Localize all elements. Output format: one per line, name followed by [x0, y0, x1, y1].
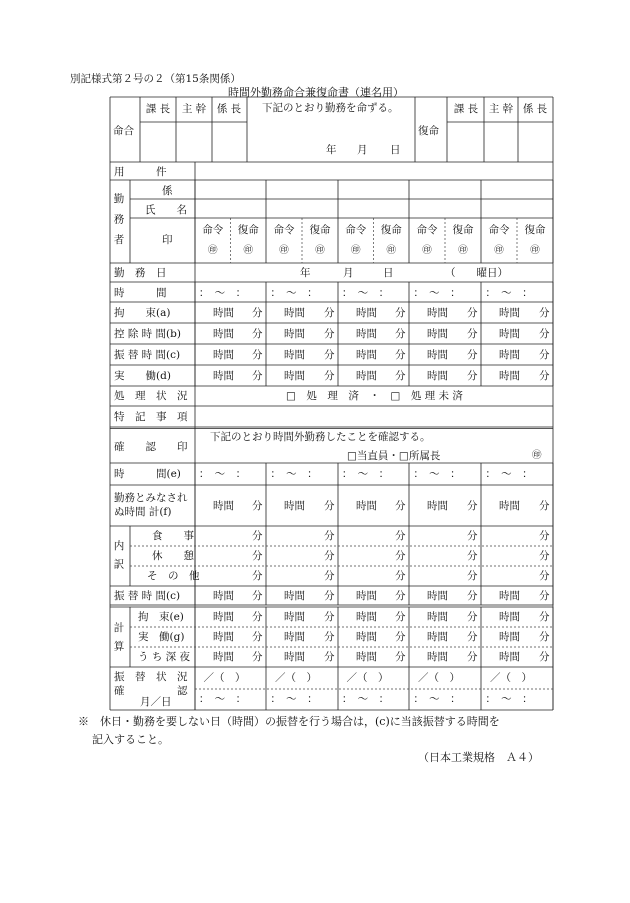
confirm-who: □当直員・□所属長: [347, 450, 441, 462]
calc-label: 計算: [112, 622, 125, 659]
order-instruction: 下記のとおり勤務を命ずる。: [262, 102, 399, 114]
time-range-0-4: ： ～ ：: [485, 287, 533, 299]
calc-min-0-3: 分: [467, 611, 478, 623]
calc-min-0-1: 分: [324, 611, 335, 623]
worker-report-2: 復命: [380, 224, 402, 236]
sub-min-3: 分: [467, 590, 478, 602]
confirm-range-3: ： ～ ：: [413, 468, 461, 480]
work-date-year: 年: [300, 267, 311, 279]
minutes-3-3: 分: [467, 349, 478, 361]
minutes-1-0: 分: [252, 307, 263, 319]
hours-4-2: 時間: [356, 370, 377, 382]
minutes-3-4: 分: [539, 349, 550, 361]
confirm-range-0: ： ～ ：: [198, 468, 247, 480]
slash-4: ／（ ）: [490, 672, 532, 684]
sub-status-label-1: 振 替 状 況: [114, 671, 188, 683]
nw-min-0: 分: [252, 500, 263, 512]
sub-hours-2: 時間: [356, 590, 377, 602]
hours-3-3: 時間: [427, 349, 448, 361]
nw-min-1: 分: [324, 500, 335, 512]
calc-night-label: う ち 深 夜: [138, 651, 191, 663]
footer-note-2: 記入すること。: [92, 733, 169, 746]
minutes-2-0: 分: [252, 328, 263, 340]
worker-order-3: 命令: [416, 224, 438, 236]
calc-min-2-4: 分: [539, 651, 550, 663]
time-range-0-3: ： ～ ：: [413, 287, 461, 299]
other-label: そ の 他: [147, 570, 200, 582]
status-value: □ 処 理 済 ・ □ 処 理 未 済: [286, 390, 463, 402]
confirm-seal-label: 確 認 印: [114, 441, 188, 453]
calc-actual-label: 実 働(g): [138, 631, 185, 643]
confirm-text: 下記のとおり時間外勤務したことを確認する。: [210, 431, 431, 443]
order-role-1: 主 幹: [181, 103, 207, 115]
remarks-label: 特 記 事 項: [114, 411, 188, 423]
calc-hours-0-3: 時間: [427, 611, 448, 623]
slash-1: ／（ ）: [275, 672, 317, 684]
hours-2-2: 時間: [356, 328, 377, 340]
worker-report-seal-2: ㊞: [386, 245, 396, 256]
rest-label: 休 憩: [152, 550, 194, 562]
minutes-2-4: 分: [539, 328, 550, 340]
confirm-seal-mark: ㊞: [532, 450, 542, 461]
minutes-1-3: 分: [467, 307, 478, 319]
hours-1-0: 時間: [213, 307, 234, 319]
calc-min-2-3: 分: [467, 651, 478, 663]
sub-min-2: 分: [395, 590, 406, 602]
bd-min-0-4: 分: [539, 530, 550, 542]
worker-report-4: 復命: [524, 224, 546, 236]
sub-range-3: ： ～ ：: [413, 693, 461, 705]
worker-report-0: 復命: [237, 224, 259, 236]
bd-min-0-3: 分: [467, 530, 478, 542]
confirm-time-label: 時 間(e): [114, 468, 181, 480]
nw-min-3: 分: [467, 500, 478, 512]
sub-min-0: 分: [252, 590, 263, 602]
row-label-0: 時 間: [114, 287, 167, 299]
footer-note-1: ※ 休日・勤務を要しない日（時間）の振替を行う場合は，(c)に当該振替する時間を: [78, 715, 500, 728]
work-date-month: 月: [343, 267, 354, 279]
sub-min-1: 分: [324, 590, 335, 602]
report-role-1: 主 幹: [488, 103, 514, 115]
calc-hours-0-4: 時間: [499, 611, 520, 623]
meal-label: 食 事: [152, 530, 194, 542]
hours-2-0: 時間: [213, 328, 234, 340]
sub-hours-1: 時間: [284, 590, 305, 602]
worker-report-1: 復命: [309, 224, 331, 236]
calc-min-1-2: 分: [395, 631, 406, 643]
nw-min-4: 分: [539, 500, 550, 512]
calc-min-2-1: 分: [324, 651, 335, 663]
sub-range-0: ： ～ ：: [198, 693, 247, 705]
worker-report-seal-0: ㊞: [243, 245, 253, 256]
minutes-3-2: 分: [395, 349, 406, 361]
not-work-label-2: ぬ時間 計(f): [114, 506, 172, 518]
time-range-0-0: ： ～ ：: [198, 287, 247, 299]
worker-order-4: 命令: [488, 224, 510, 236]
hours-3-2: 時間: [356, 349, 377, 361]
hours-3-1: 時間: [284, 349, 305, 361]
hours-1-2: 時間: [356, 307, 377, 319]
slash-2: ／（ ）: [346, 672, 389, 684]
row-label-3: 振 替 時 間(c): [114, 349, 181, 361]
bd-min-2-4: 分: [539, 570, 550, 582]
bd-min-0-2: 分: [395, 530, 406, 542]
report-role-0: 課 長: [453, 103, 479, 115]
bd-min-2-2: 分: [395, 570, 406, 582]
worker-order-seal-2: ㊞: [350, 245, 361, 256]
calc-hours-0-2: 時間: [356, 611, 377, 623]
hours-4-0: 時間: [213, 370, 234, 382]
seal-label: 印: [162, 234, 173, 246]
form-title: 時間外勤務命合兼復命書（連名用）: [228, 86, 404, 99]
nw-hours-4: 時間: [499, 500, 520, 512]
minutes-4-4: 分: [539, 370, 550, 382]
minutes-1-4: 分: [539, 307, 550, 319]
calc-min-0-4: 分: [539, 611, 550, 623]
worker-order-seal-0: ㊞: [207, 245, 218, 256]
confirm-range-4: ： ～ ：: [485, 468, 533, 480]
hours-1-4: 時間: [499, 307, 520, 319]
name-label: 氏 名: [145, 204, 187, 216]
time-range-0-2: ： ～ ：: [341, 287, 390, 299]
bd-min-1-2: 分: [395, 550, 406, 562]
calc-hours-1-4: 時間: [499, 631, 520, 643]
minutes-2-3: 分: [467, 328, 478, 340]
month-day-label: 月／日: [140, 696, 172, 708]
calc-min-2-0: 分: [252, 651, 263, 663]
hours-1-3: 時間: [427, 307, 448, 319]
confirm-range-1: ： ～ ：: [270, 468, 318, 480]
report-role-2: 係 長: [522, 103, 548, 115]
calc-hours-1-2: 時間: [356, 631, 377, 643]
confirm-sub-label: 振 替 時 間(c): [114, 590, 181, 602]
calc-hours-2-2: 時間: [356, 651, 377, 663]
calc-min-1-4: 分: [539, 631, 550, 643]
minutes-4-1: 分: [324, 370, 335, 382]
sub-hours-0: 時間: [213, 590, 234, 602]
calc-hours-1-3: 時間: [427, 631, 448, 643]
sub-range-1: ： ～ ：: [270, 693, 318, 705]
work-date-label: 勤 務 日: [114, 267, 167, 279]
hours-4-4: 時間: [499, 370, 520, 382]
calc-min-0-2: 分: [395, 611, 406, 623]
minutes-1-2: 分: [395, 307, 406, 319]
worker-order-seal-4: ㊞: [494, 245, 504, 256]
status-label: 処 理 状 況: [114, 390, 188, 402]
minutes-4-2: 分: [395, 370, 406, 382]
worker-order-2: 命令: [345, 224, 367, 236]
hours-3-0: 時間: [213, 349, 234, 361]
sub-range-2: ： ～ ：: [341, 693, 390, 705]
hours-2-1: 時間: [284, 328, 305, 340]
worker-report-3: 復命: [452, 224, 474, 236]
minutes-4-0: 分: [252, 370, 263, 382]
calc-hours-2-1: 時間: [284, 651, 305, 663]
calc-hours-2-0: 時間: [213, 651, 234, 663]
row-label-4: 実 働(d): [114, 370, 171, 382]
worker-report-seal-1: ㊞: [315, 245, 325, 256]
breakdown-label: 内訳: [112, 540, 125, 577]
footer-standard: （日本工業規格 Ａ４）: [418, 751, 539, 764]
nw-hours-3: 時間: [427, 500, 448, 512]
bd-min-0-1: 分: [324, 530, 335, 542]
bd-min-1-3: 分: [467, 550, 478, 562]
calc-min-1-0: 分: [252, 631, 263, 643]
hours-3-4: 時間: [499, 349, 520, 361]
bd-min-2-3: 分: [467, 570, 478, 582]
worker-report-seal-3: ㊞: [458, 245, 468, 256]
slash-0: ／（ ）: [203, 672, 246, 684]
time-range-0-1: ： ～ ：: [270, 287, 318, 299]
sub-status-label-2: 確 認: [114, 685, 188, 697]
work-date-weekday: （ 曜日）: [445, 267, 508, 279]
bd-min-0-0: 分: [252, 530, 263, 542]
calc-hours-0-1: 時間: [284, 611, 305, 623]
order-date-year: 年: [326, 144, 337, 156]
confirm-range-2: ： ～ ：: [341, 468, 390, 480]
nw-hours-2: 時間: [356, 500, 377, 512]
minutes-3-0: 分: [252, 349, 263, 361]
order-label: 命合: [113, 125, 134, 137]
order-role-0: 課 長: [145, 103, 171, 115]
worker-order-seal-3: ㊞: [422, 245, 432, 256]
hours-4-3: 時間: [427, 370, 448, 382]
calc-hours-2-4: 時間: [499, 651, 520, 663]
calc-min-2-2: 分: [395, 651, 406, 663]
hours-2-3: 時間: [427, 328, 448, 340]
purpose-label: 用 件: [114, 166, 167, 178]
bd-min-1-4: 分: [539, 550, 550, 562]
minutes-3-1: 分: [324, 349, 335, 361]
worker-order-0: 命令: [202, 224, 224, 236]
sub-hours-4: 時間: [499, 590, 520, 602]
workers-label: 勤務者: [112, 193, 125, 255]
bd-min-2-0: 分: [252, 570, 263, 582]
calc-restraint-label: 拘 束(e): [138, 611, 184, 623]
worker-order-seal-1: ㊞: [279, 245, 289, 256]
hours-1-1: 時間: [284, 307, 305, 319]
calc-hours-0-0: 時間: [213, 611, 234, 623]
calc-hours-2-3: 時間: [427, 651, 448, 663]
sub-hours-3: 時間: [427, 590, 448, 602]
minutes-4-3: 分: [467, 370, 478, 382]
form-number: 別記様式第２号の２（第15条関係）: [70, 73, 241, 85]
bd-min-1-0: 分: [252, 550, 263, 562]
work-date-day: 日: [383, 267, 394, 279]
worker-report-seal-4: ㊞: [530, 245, 540, 256]
not-work-label-1: 勤務とみなされ: [114, 492, 188, 504]
bd-min-2-1: 分: [324, 570, 335, 582]
row-label-1: 拘 束(a): [114, 307, 171, 319]
calc-hours-1-1: 時間: [284, 631, 305, 643]
calc-min-0-0: 分: [252, 611, 263, 623]
worker-order-1: 命令: [273, 224, 295, 236]
sub-min-4: 分: [539, 590, 550, 602]
report-label: 復命: [418, 125, 439, 137]
sub-range-4: ： ～ ：: [485, 693, 533, 705]
minutes-2-1: 分: [324, 328, 335, 340]
bd-min-1-1: 分: [324, 550, 335, 562]
calc-min-1-3: 分: [467, 631, 478, 643]
minutes-2-2: 分: [395, 328, 406, 340]
row-label-2: 控 除 時 間(b): [114, 328, 181, 340]
order-date-month: 月: [357, 144, 368, 156]
order-date-day: 日: [390, 144, 401, 156]
calc-hours-1-0: 時間: [213, 631, 234, 643]
slash-3: ／（ ）: [418, 672, 460, 684]
nw-hours-0: 時間: [213, 500, 234, 512]
nw-hours-1: 時間: [284, 500, 305, 512]
hours-2-4: 時間: [499, 328, 520, 340]
hours-4-1: 時間: [284, 370, 305, 382]
calc-min-1-1: 分: [324, 631, 335, 643]
section-label: 係: [162, 185, 173, 197]
minutes-1-1: 分: [324, 307, 335, 319]
order-role-2: 係 長: [216, 103, 242, 115]
nw-min-2: 分: [395, 500, 406, 512]
